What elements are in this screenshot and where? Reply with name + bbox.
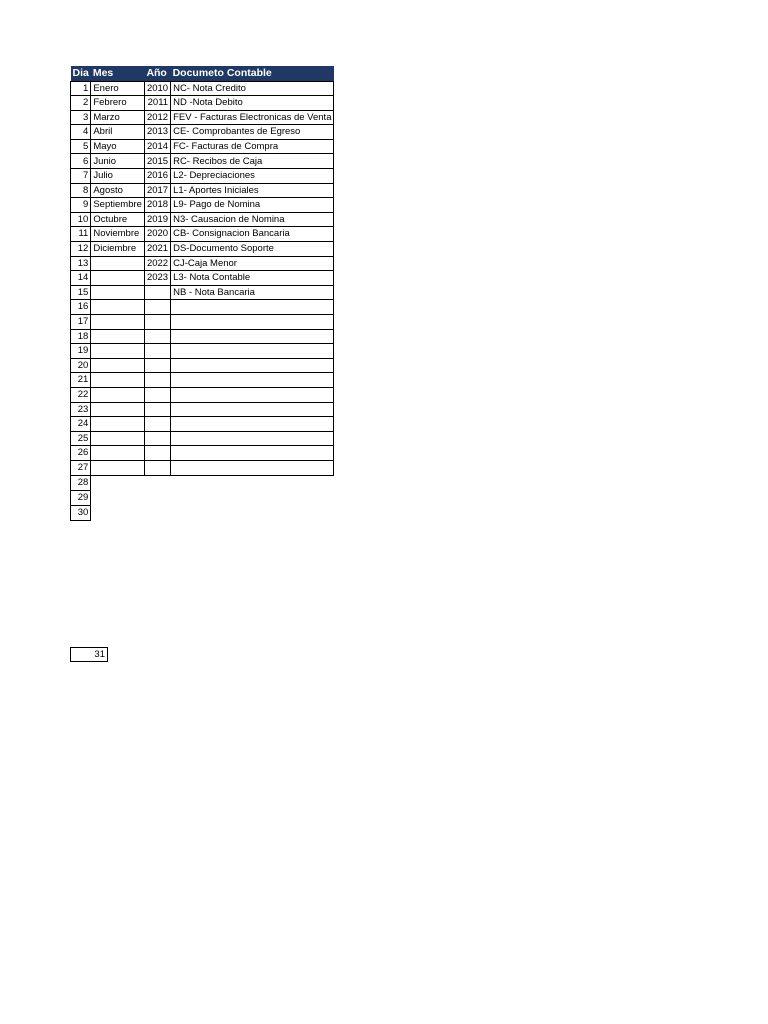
documento-cell[interactable]: L3- Nota Contable (171, 271, 334, 286)
ano-cell[interactable]: 2010 (144, 81, 170, 96)
mes-cell[interactable] (91, 358, 145, 373)
dia-cell[interactable]: 21 (71, 373, 91, 388)
mes-cell[interactable] (91, 271, 145, 286)
table-row (71, 358, 334, 373)
mes-cell[interactable]: Noviembre (91, 227, 145, 242)
ano-cell[interactable]: 2012 (144, 110, 170, 125)
dia-cell[interactable]: 20 (71, 358, 91, 373)
mes-cell[interactable]: Enero (91, 81, 145, 96)
mes-cell[interactable] (91, 431, 145, 446)
ano-cell[interactable]: 2019 (144, 212, 170, 227)
table-row (71, 446, 334, 461)
dia-cell[interactable]: 23 (71, 402, 91, 417)
table-row (71, 227, 334, 242)
table-row (71, 139, 334, 154)
ano-cell[interactable] (144, 344, 170, 359)
dia-cell[interactable]: 19 (71, 344, 91, 359)
dia-cell-31[interactable]: 31 (70, 647, 108, 662)
dia-cell[interactable]: 9 (71, 198, 91, 213)
documento-cell[interactable]: CJ-Caja Menor (171, 256, 334, 271)
dia-cell[interactable]: 26 (71, 446, 91, 461)
documento-cell[interactable] (171, 300, 334, 315)
dia-cell[interactable]: 7 (71, 169, 91, 184)
dia-cell[interactable]: 25 (71, 431, 91, 446)
table-row (71, 460, 334, 475)
documento-cell[interactable]: CE- Comprobantes de Egreso (171, 125, 334, 140)
ano-cell[interactable] (144, 315, 170, 330)
documento-cell[interactable]: NB - Nota Bancaria (171, 285, 334, 300)
table-row (71, 242, 334, 257)
empty-cell (91, 505, 145, 520)
documento-cell[interactable]: DS-Documento Soporte (171, 242, 334, 257)
empty-cell (171, 490, 334, 505)
ano-cell[interactable]: 2016 (144, 169, 170, 184)
documento-cell[interactable]: L2- Depreciaciones (171, 169, 334, 184)
ano-cell[interactable]: 2017 (144, 183, 170, 198)
ano-cell[interactable]: 2022 (144, 256, 170, 271)
empty-cell (171, 505, 334, 520)
documento-cell[interactable] (171, 373, 334, 388)
mes-cell[interactable]: Agosto (91, 183, 145, 198)
table-row (71, 256, 334, 271)
ano-cell[interactable]: 2021 (144, 242, 170, 257)
dia-cell[interactable]: 30 (71, 505, 91, 520)
mes-cell[interactable] (91, 285, 145, 300)
header-row (71, 66, 334, 81)
table-row (71, 315, 334, 330)
documento-cell[interactable] (171, 417, 334, 432)
empty-cell (144, 475, 170, 490)
data-table (70, 66, 334, 521)
documento-cell[interactable] (171, 460, 334, 475)
ano-cell[interactable]: 2014 (144, 139, 170, 154)
documento-cell[interactable]: N3- Causacion de Nomina (171, 212, 334, 227)
dia-cell[interactable]: 27 (71, 460, 91, 475)
table-row (71, 125, 334, 140)
mes-cell[interactable]: Diciembre (91, 242, 145, 257)
table-row (71, 271, 334, 286)
table-row (71, 212, 334, 227)
mes-cell[interactable] (91, 417, 145, 432)
documento-cell[interactable]: NC- Nota Credito (171, 81, 334, 96)
mes-cell[interactable] (91, 402, 145, 417)
dia-cell[interactable]: 24 (71, 417, 91, 432)
documento-cell[interactable]: RC- Recibos de Caja (171, 154, 334, 169)
mes-cell[interactable]: Mayo (91, 139, 145, 154)
dia-cell[interactable]: 5 (71, 139, 91, 154)
table-row (71, 505, 334, 520)
mes-cell[interactable] (91, 256, 145, 271)
ano-cell[interactable]: 2020 (144, 227, 170, 242)
table-row (71, 373, 334, 388)
ano-cell[interactable] (144, 417, 170, 432)
ano-cell[interactable] (144, 329, 170, 344)
ano-cell[interactable] (144, 446, 170, 461)
dia-cell[interactable]: 8 (71, 183, 91, 198)
header-mes[interactable]: Mes (91, 66, 145, 81)
dia-cell[interactable]: 12 (71, 242, 91, 257)
table-row (71, 490, 334, 505)
documento-cell[interactable] (171, 402, 334, 417)
dia-cell[interactable]: 29 (71, 490, 91, 505)
table-row (71, 198, 334, 213)
empty-cell (91, 475, 145, 490)
documento-cell[interactable] (171, 446, 334, 461)
header-dia[interactable]: Dia (72, 67, 89, 79)
table-row (71, 285, 334, 300)
table-row (71, 183, 334, 198)
table-row (71, 154, 334, 169)
table-row (71, 402, 334, 417)
ano-cell[interactable] (144, 358, 170, 373)
ano-cell[interactable]: 2018 (144, 198, 170, 213)
documento-cell[interactable]: CB- Consignacion Bancaria (171, 227, 334, 242)
table-row (71, 110, 334, 125)
dia-cell[interactable]: 16 (71, 300, 91, 315)
ano-cell[interactable] (144, 285, 170, 300)
mes-cell[interactable] (91, 373, 145, 388)
dia-cell[interactable]: 10 (71, 212, 91, 227)
documento-cell[interactable] (171, 329, 334, 344)
mes-cell[interactable] (91, 460, 145, 475)
documento-cell[interactable]: FC- Facturas de Compra (171, 139, 334, 154)
table-row (71, 475, 334, 490)
ano-cell[interactable]: 2011 (144, 96, 170, 111)
empty-cell (91, 490, 145, 505)
dia-cell[interactable]: 6 (71, 154, 91, 169)
mes-cell[interactable] (91, 446, 145, 461)
mes-cell[interactable]: Abril (91, 125, 145, 140)
dia-cell[interactable]: 11 (71, 227, 91, 242)
table-row (71, 169, 334, 184)
ano-cell[interactable] (144, 431, 170, 446)
mes-cell[interactable]: Junio (91, 154, 145, 169)
table-row (71, 417, 334, 432)
table-row (71, 300, 334, 315)
mes-cell[interactable]: Octubre (91, 212, 145, 227)
dia-cell[interactable]: 1 (71, 81, 91, 96)
ano-cell[interactable] (144, 402, 170, 417)
documento-cell[interactable] (171, 431, 334, 446)
ano-cell[interactable] (144, 300, 170, 315)
ano-cell[interactable] (144, 460, 170, 475)
dia-cell[interactable]: 4 (71, 125, 91, 140)
documento-cell[interactable] (171, 344, 334, 359)
mes-cell[interactable] (91, 300, 145, 315)
header-ano[interactable]: Año (144, 66, 170, 81)
mes-cell[interactable] (91, 387, 145, 402)
ano-cell[interactable] (144, 373, 170, 388)
documento-cell[interactable] (171, 358, 334, 373)
table-row (71, 431, 334, 446)
header-documento[interactable]: Documeto Contable (171, 66, 334, 81)
mes-cell[interactable]: Marzo (91, 110, 145, 125)
empty-cell (144, 505, 170, 520)
mes-cell[interactable] (91, 344, 145, 359)
ano-cell[interactable]: 2015 (144, 154, 170, 169)
ano-cell[interactable] (144, 387, 170, 402)
mes-cell[interactable]: Febrero (91, 96, 145, 111)
empty-cell (171, 475, 334, 490)
ano-cell[interactable]: 2023 (144, 271, 170, 286)
mes-cell[interactable]: Septiembre (91, 198, 145, 213)
dia-cell[interactable]: 28 (71, 475, 91, 490)
table-row (71, 344, 334, 359)
documento-cell[interactable]: L1- Aportes Iniciales (171, 183, 334, 198)
documento-cell[interactable] (171, 387, 334, 402)
dia-cell[interactable]: 15 (71, 285, 91, 300)
table-row (71, 96, 334, 111)
dia-cell[interactable]: 13 (71, 256, 91, 271)
dia-cell[interactable]: 14 (71, 271, 91, 286)
dia-cell[interactable]: 2 (71, 96, 91, 111)
mes-cell[interactable] (91, 315, 145, 330)
table-row (71, 387, 334, 402)
documento-cell[interactable]: L9- Pago de Nomina (171, 198, 334, 213)
dia-cell[interactable]: 18 (71, 329, 91, 344)
table-row (71, 329, 334, 344)
empty-cell (144, 490, 170, 505)
ano-cell[interactable]: 2013 (144, 125, 170, 140)
dia-cell[interactable]: 3 (71, 110, 91, 125)
dia-cell[interactable]: 17 (71, 315, 91, 330)
documento-cell[interactable] (171, 315, 334, 330)
mes-cell[interactable]: Julio (91, 169, 145, 184)
dia-cell[interactable]: 22 (71, 387, 91, 402)
table-row (71, 81, 334, 96)
documento-cell[interactable]: FEV - Facturas Electronicas de Venta (171, 110, 334, 125)
documento-cell[interactable]: ND -Nota Debito (171, 96, 334, 111)
table-body (71, 81, 334, 521)
mes-cell[interactable] (91, 329, 145, 344)
